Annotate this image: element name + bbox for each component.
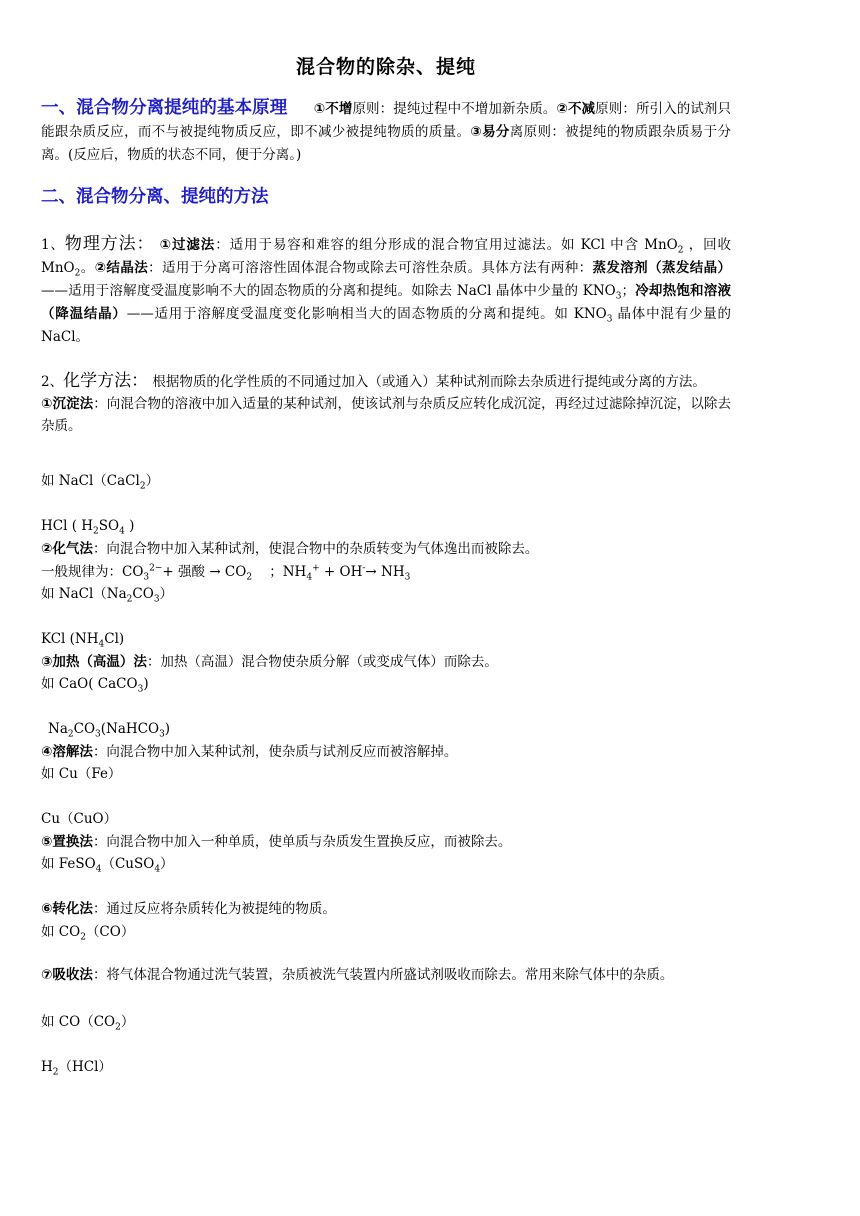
precipitation-label: ①沉淀法 — [41, 396, 94, 412]
section2-heading: 二、混合物分离、提纯的方法 — [41, 187, 269, 207]
absorption-method-label: ⑦吸收法 — [41, 967, 93, 983]
precipitation-text: ：向混合物的溶液中加入适量的某种试剂，使该试剂与杂质反应转化成沉淀，再经过过滤除掉沉淀，以除去杂质。 — [41, 396, 731, 434]
example-co-co2: 如 $CO(CO_2)$ — [41, 1014, 135, 1033]
absorption-method-paragraph — [41, 964, 731, 986]
conversion-method-text: ：通过反应将杂质转化为被提纯的物质。 — [92, 901, 336, 917]
dissolve-method-text: ：向混合物中加入某种试剂，使杂质与试剂反应而被溶解掉。 — [92, 744, 458, 760]
conversion-method-line — [41, 899, 336, 919]
example-cu-fe: 如 Cu（Fe） — [41, 766, 122, 782]
conversion-method-label: ⑥转化法 — [41, 901, 93, 917]
physical-label: 物理方法： — [64, 234, 155, 254]
example-feso4-cuso4: 如 FeSO$_4$（CuSO$_4$） — [41, 856, 174, 875]
physical-methods-paragraph — [41, 233, 731, 349]
example-kcl-nh4cl: KCl $(NH_4Cl)$ — [41, 631, 125, 650]
example-co2-co: 如 $CO_2(CO)$ — [41, 924, 135, 943]
example-h2-hcl: $H_2(HCl)$ — [41, 1059, 112, 1078]
dissolve-method-label: ④溶解法 — [41, 744, 93, 760]
general-rule-line: 一般规律为：$CO_3^{2-}+$ 强酸 → $CO_2$ ；$NH_4^+ + OH^-\to NH_3$ — [41, 563, 411, 583]
evaporation-text: ——适用于溶解度受温度影响不大的固态物质的分离和提纯。如除去 NaCl 晶体中少量的 KNO — [41, 283, 616, 299]
cooling-tail: 晶体中混有少量的 NaCl。 — [41, 306, 732, 345]
filter-text: ：适用于易容和难容的组分形成的混合物宜用过滤法。如 KCl 中含 MnO — [215, 237, 678, 253]
principle2-label: ②不减 — [556, 101, 596, 117]
filter-tail-sub: 2 — [74, 268, 81, 279]
heat-method-label: ③加热（高温）法 — [41, 654, 147, 670]
gas-method-line — [41, 539, 538, 559]
principle1-text: 原则：提纯过程中不增加新杂质。 — [352, 101, 557, 117]
principle2-text: 原则：所引入的试剂只能跟杂质反应，而不与被提纯物质反应，即不减少被提纯物质的质量。 — [41, 101, 732, 140]
gas-method-label: ②化气法 — [41, 541, 93, 557]
filter-label: ①过滤法 — [159, 237, 216, 253]
evaporation-tail: ； — [621, 283, 635, 299]
cooling-label: 冷却热饱和溶液（降温结晶） — [41, 283, 731, 322]
crystallization-text: ：适用于分离可溶溶性固体混合物或除去可溶性杂质。具体方法有两种： — [148, 260, 593, 276]
chemical-intro: 根据物质的化学性质的不同通过加入（或通入）某种试剂而除去杂质进行提纯或分离的方法。 — [152, 374, 706, 390]
evaporation-label: 蒸发溶剂（蒸发结晶） — [592, 260, 732, 276]
heat-method-line — [41, 652, 498, 672]
example-nacl-na2co3: 如 $NaCl(Na_2CO_3)$ — [41, 586, 174, 605]
cooling-text: ——适用于溶解度受温度变化影响相当大的固态物质的分离和提纯。如 KNO — [126, 306, 607, 322]
page-title: 混合物的除杂、提纯 — [295, 56, 476, 78]
example-cao-caco3: 如 CaO( CaCO$_3$) — [41, 676, 149, 695]
example-nacl-cacl2: 如 NaCl（CaCl$_2$） — [41, 473, 160, 492]
replacement-method-text: ：向混合物中加入一种单质，使单质与杂质发生置换反应，而被除去。 — [92, 834, 512, 850]
evaporation-sub: 3 — [615, 291, 622, 302]
replacement-method-line — [41, 832, 511, 852]
filter-tail: ，回收 MnO — [41, 237, 732, 276]
principle1-label: ①不增 — [313, 101, 353, 117]
physical-number: 1、 — [41, 237, 65, 253]
section1-heading: 一、混合物分离提纯的基本原理 — [41, 98, 288, 118]
cooling-sub: 3 — [606, 314, 613, 325]
chemical-methods-paragraph — [41, 370, 731, 437]
example-cu-cuo: Cu（CuO） — [41, 811, 118, 827]
filter-tail-end: 。 — [80, 260, 95, 276]
principle3-label: ③易分 — [470, 124, 510, 140]
replacement-method-label: ⑤置换法 — [41, 834, 93, 850]
chemical-number: 2、 — [41, 374, 64, 390]
heat-method-text: ：加热（高温）混合物使杂质分解（或变成气体）而除去。 — [146, 654, 498, 670]
crystallization-label: ②结晶法 — [94, 260, 149, 276]
principle3-text: 离原则：被提纯的物质跟杂质易于分离。(反应后，物质的状态不同，便于分离。) — [41, 124, 732, 163]
dissolve-method-line — [41, 742, 457, 762]
chemical-label: 化学方法： — [63, 371, 149, 391]
example-na2co3-nahco3: $Na_2CO_3(NaHCO_3)$ — [48, 721, 171, 740]
filter-sub: 2 — [677, 245, 684, 256]
gas-method-text: ：向混合物中加入某种试剂，使混合物中的杂质转变为气体逸出而被除去。 — [92, 541, 539, 557]
principles-paragraph — [41, 97, 731, 167]
section2-heading-row — [41, 186, 731, 210]
absorption-method-text: ：将气体混合物通过洗气装置，杂质被洗气装置内所盛试剂吸收而除去。常用来除气体中的杂质。 — [92, 967, 674, 983]
example-hcl-h2so4: HCl ( $H_2SO_4$ ) — [41, 518, 135, 537]
